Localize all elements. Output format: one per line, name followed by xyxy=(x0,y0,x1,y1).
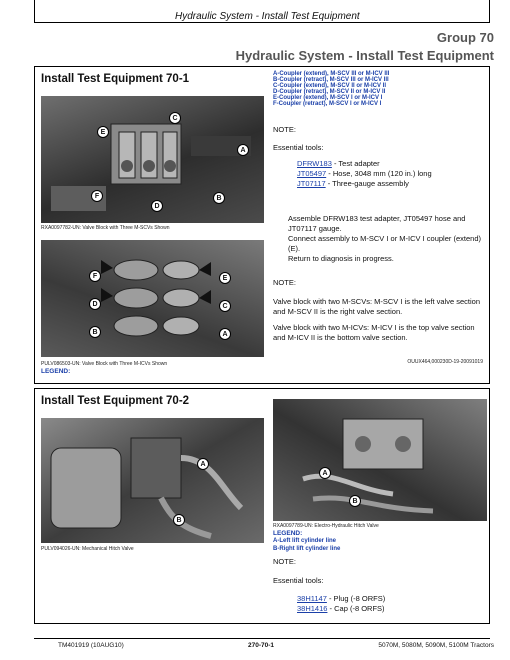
tool-desc: - Test adapter xyxy=(331,159,380,168)
tool-item xyxy=(297,159,432,169)
tool-desc: - Hose, 3048 mm (120 in.) long xyxy=(326,169,432,178)
legend-item: B-Coupler (retract), M-SCV III or M-ICV III xyxy=(273,77,389,83)
tool-desc: - Cap (-8 ORFS) xyxy=(327,604,385,613)
callout-b: B xyxy=(349,495,361,507)
callout-a: A xyxy=(219,328,231,340)
note-label: NOTE: xyxy=(273,278,296,287)
valve-block-scv-photo xyxy=(41,96,264,223)
tool-desc: - Plug (-8 ORFS) xyxy=(326,594,386,603)
valve-block-icv-photo xyxy=(41,240,264,357)
note-label: NOTE: xyxy=(273,125,296,134)
callout-e: E xyxy=(219,272,231,284)
doc-reference: OUUX464,000230D-19-20091019 xyxy=(407,359,483,365)
tool-link-jt05497[interactable]: JT05497 xyxy=(297,169,327,178)
legend-label: LEGEND: xyxy=(41,368,71,375)
section-70-1 xyxy=(34,66,490,384)
footer-doc-id: TM401919 (10AUG10) xyxy=(58,642,124,649)
callout-d: D xyxy=(89,298,101,310)
footer-models: 5070M, 5080M, 5090M, 5100M Tractors xyxy=(378,642,494,649)
essential-tools-label: Essential tools: xyxy=(273,576,324,585)
header-rule xyxy=(34,22,490,23)
tool-item xyxy=(297,594,385,604)
photo-right-caption: RXA0097789-UN: Electro-Hydraulic Hitch Valve xyxy=(273,523,379,529)
legend-item: B-Right lift cylinder line xyxy=(273,546,341,552)
callout-f: F xyxy=(91,190,103,202)
frame-left-line xyxy=(34,0,35,22)
essential-tools-label: Essential tools: xyxy=(273,143,324,152)
footer-rule xyxy=(34,638,490,639)
tool-link-38h1416[interactable]: 38H1416 xyxy=(297,604,328,613)
legend-item: A-Left lift cylinder line xyxy=(273,538,337,544)
note-label: NOTE: xyxy=(273,557,296,566)
tool-item xyxy=(297,179,432,189)
callout-b: B xyxy=(213,192,225,204)
page-section-title: Hydraulic System - Install Test Equipment xyxy=(235,48,494,63)
tools-list xyxy=(297,159,432,189)
callout-b: B xyxy=(173,514,185,526)
step-assemble: Assemble DFRW183 test adapter, JT05497 hose and JT07117 gauge. xyxy=(288,214,466,233)
callout-a: A xyxy=(197,458,209,470)
step-connect: Connect assembly to M-SCV I or M-ICV I coupler (extend) (E). xyxy=(288,234,481,253)
footer-page-number: 270-70-1 xyxy=(248,642,275,649)
mechanical-hitch-illustration xyxy=(41,418,264,543)
coupler-legend-list xyxy=(273,71,389,107)
callout-f: F xyxy=(89,270,101,282)
legend-item: E-Coupler (extend), M-SCV I or M-ICV I xyxy=(273,95,383,101)
callout-d: D xyxy=(151,200,163,212)
electro-hydraulic-hitch-illustration xyxy=(273,399,487,521)
tool-item xyxy=(297,169,432,179)
callout-c: C xyxy=(169,112,181,124)
tools-list xyxy=(297,594,385,614)
callout-c: C xyxy=(219,300,231,312)
tool-item xyxy=(297,604,385,614)
tool-desc: - Three-gauge assembly xyxy=(325,179,409,188)
section-70-2 xyxy=(34,388,490,624)
valve-block-icv-illustration xyxy=(41,240,264,357)
step-return: Return to diagnosis in progress. xyxy=(288,254,394,263)
legend-item: A-Coupler (extend), M-SCV III or M-ICV III xyxy=(273,71,390,77)
tool-link-38h1147[interactable]: 38H1147 xyxy=(297,594,327,603)
group-number: Group 70 xyxy=(436,30,494,45)
legend-item: F-Coupler (retract), M-SCV I or M-ICV I xyxy=(273,101,382,107)
callout-a: A xyxy=(319,467,331,479)
section-70-2-title: Install Test Equipment 70-2 xyxy=(41,395,190,407)
photo1-caption: RXA0097782-UN: Valve Block with Three M-SCVs Shown xyxy=(41,225,170,231)
running-title: Hydraulic System - Install Test Equipment xyxy=(175,11,360,22)
callout-b: B xyxy=(89,326,101,338)
tool-link-jt07117[interactable]: JT07117 xyxy=(297,179,326,188)
frame-right-line xyxy=(489,0,490,22)
electro-hydraulic-hitch-valve-photo xyxy=(273,399,487,521)
callout-a: A xyxy=(237,144,249,156)
photo2-caption: PULV086503-UN: Valve Block with Three M-ICVs Shown xyxy=(41,361,168,367)
note-scv-paragraph: Valve block with two M-SCVs: M-SCV I is the left valve section and M-SCV II is the right valve section. xyxy=(273,297,481,316)
legend-label: LEGEND: xyxy=(273,530,303,537)
legend-item: D-Coupler (retract), M-SCV II or M-ICV II xyxy=(273,89,386,95)
legend-item: C-Coupler (extend), M-SCV II or M-ICV II xyxy=(273,83,387,89)
mechanical-hitch-valve-photo xyxy=(41,418,264,543)
photo-left-caption: PULV094026-UN: Mechanical Hitch Valve xyxy=(41,546,134,552)
tool-link-dfrw183[interactable]: DFRW183 xyxy=(297,159,332,168)
callout-e: E xyxy=(97,126,109,138)
note-icv-paragraph: Valve block with two M-ICVs: M-ICV I is the top valve section and M-ICV II is the bottom valve section. xyxy=(273,323,475,342)
section-70-1-title: Install Test Equipment 70-1 xyxy=(41,73,190,85)
